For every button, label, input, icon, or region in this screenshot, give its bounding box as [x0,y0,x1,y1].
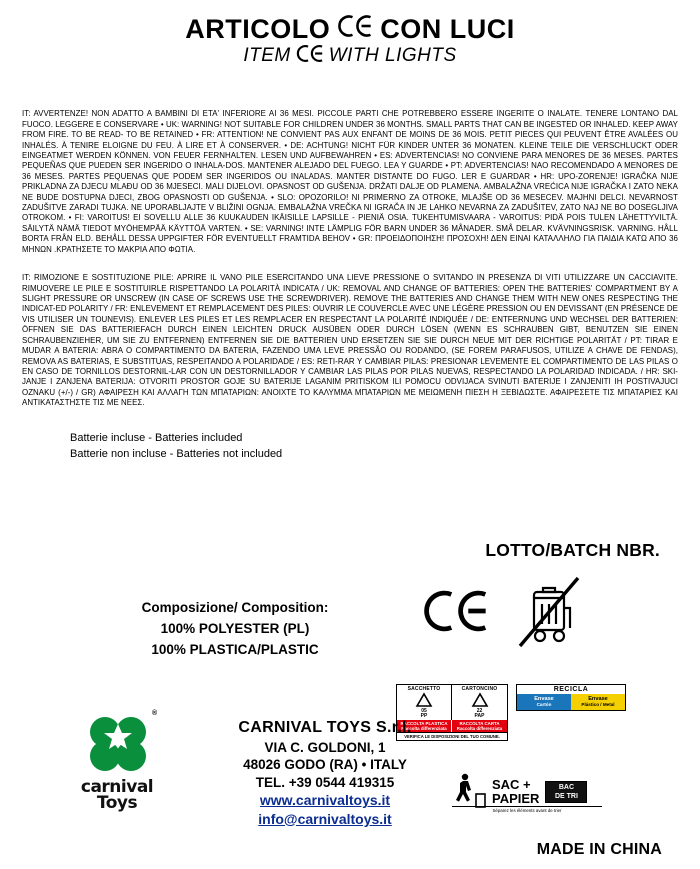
company-city: 48026 GODO (RA) • ITALY [243,757,407,773]
made-in-label: MADE IN CHINA [536,841,662,858]
recicla-plastico-line1: Envase [588,696,608,702]
packaging-abbr-right: PAP [474,713,485,719]
title-con-luci: CON LUCI [380,13,515,44]
title-articolo: ARTICOLO [185,13,331,44]
packaging-foot-right-line1: RACCOLTA CARTA [459,721,500,726]
recicla-title: RECICLA [553,686,589,693]
company-logo [66,712,168,814]
battery-instructions-paragraph: IT: RIMOZIONE E SOSTITUZIONE PILE: APRIRE IL VANO PILE ESERCITANDO UNA LIEVE PRESSIONE O SVITANDO IN PRESENZA DI VITI UTILIZZARE UN CACCIAVITE. RIMUOVERE LE PILE E SOSTITUIRLE RISPETTANDO LA POLARITÀ INDICATA / UK: REMOVAL AND CHANGE OF BATTERIES: OPEN THE BATTERIES' COMPARTMENT BY A SLIGHT PRESSURE OR UNSCREW (IN CASE OF SCREWS USE THE SCREWDRIVER). REMOVE THE BATTERIES AND CHANGE THEM WITH NEW ONES RESPECTING THE INDICAT-ED POLARITY / FR: ENLEVEMENT ET REMPLACEMENT DES PILES: OUVRIR LE COUVERCLE AVEC UNE LÉGÈRE PRESSION OU EN DEVISSANT (EN PRÉSENCE DE VIS UTILISER UN TOUNEVIS). ENLEVER LES PILES ET LES REMPLACER EN RESPECTANT LA POLARITÉ INDIQUÉE / DE: ENTFERNUNG UND WECHSEL DER BATTERIEN: ÖFFNEN SIE DAS BATTERIEFACH DURCH EINEN LEICHTEN DRUCK AUSÜBEN ODER DURCH LÖSEN (WENN ES SCHRAUBEN GIBT, BENUTZEN SIE EINEN SCHRAUBENZIEHER, UM SIE ZU ENTFERNEN) ENTFERNEN SIE DIE BATTERIEN UND ERSETZEN SIE SIE DURCH NEUE MIT DER RICHTIGE POLARITÄT / PT: TIRAR E MUDAR A BATERIA: ABRA O COMPARTIMENTO DA BATERIA, FAZENDO UMA LEVE PRESSÃO OU RODANDO, (SE FOREM PARAFUSOS, UTILIZE A CHAVE DE FENDAS), REMOVA AS BATERIAS, E SUBSTITUAS, RESPEITANDO A POLARIDADE / ES: RETI-RAR Y CAMBIAR PILAS: PRESIONAR LEVEMENTE EL COMPARTIMENTO DE LAS PILAS O EN CASO DE TORNILLOS DESTORNIL-LAR CON UN DESTORNILLADOR Y CAMBIAR LAS PILAS POR PILAS NUEVAS, RESPECTANDO LA POLARIDAD INDICADA. / HR: SKI-JANJE I ZANJENA BATERIJA: OTVORITI PROSTOR GOJE SU BATERIJE LAGANIM PRITISKOM ILI POMOCU ODVIJACA SVINUTI BATERIJE I ZANJENITI IH POSTIVAJUCI OZNAKU (+/-) / GR) ΑΦΑΙΡΕΣΗ ΚΑΙ ΑΛΛΑΓΗ ΤΩΝ ΜΠΑΤΑΡΙΩΝ: ΑΝΟΙΧΤΕ ΤΟ ΚΑΛΥΜΜΑ ΜΠΑΤΑΡΙΩΝ ΜΕ ΜΕΙΩΜΕΝΗ ΠΙΕΣΗ Η ΞΕΒΙΔΩΣΤΕ. ΑΦΑΙΡΕΣΕΤΕ ΤΙΣ ΜΠΑΤΑΡΙΕΣ ΚΑΙ ΑΝΤΙΚΑΤΑΣΤΗΣΤΕ ΤΙΣ ΜΕ ΝΕΕΣ. [22,273,678,408]
composition-title: Composizione/ Composition: [141,600,329,615]
packaging-foot-left-line1: RACCOLTA PLASTICA [400,721,448,726]
batch-number-label: LOTTO/BATCH NBR. [485,540,660,560]
warnings-paragraph: IT: AVVERTENZE! NON ADATTO A BAMBINI DI ETA' INFERIORE AI 36 MESI. PICCOLE PARTI CHE POTREBBERO ESSERE INGERITE O INALATE. TENERE LONTANO DAL FUOCO. LEGGERE E CONSERVARE • UK: WARNING! NOT SUITABLE FOR CHILDREN UNDER 36 MONTHS. SMALL PARTS THAT CAN BE INGESTED OR INHALED. KEEP AWAY FROM FIRE. TO BE READ- TO BE RETAINED • FR: ATTENTION! NE CONVIENT PAS AUX ENFANT DE MOINS DE 36 MOIS. PETIT PIECES QUI PEUVENT ÊTRE AVALÉES OU INHALÉS. À TENIRE ELOIGNE DU FEU. À LIRE ET À CONSERVER. • DE: ACHTUNG! NICHT FÜR KINDER UNTER 36 MONATEN. KLEINE TEILE DIE VERSCHLUCKT ODER EINGEATMET WERDEN KÖNNEN. VON FEUER FERNHALTEN. LESEN UND AUFBEWAHREN • ES: ADVERTENCIAS! NO CONVIENE PARA MENORES DE 36 MESES. PARTES PEQUEÑAS QUE PUEDEN SER INGERIDO O INHALA-DOS. MANTENER ALEJADO DEL FUEGO. LEA Y GUARDE • PT: ADVERTENCIAS! NAO RECOMENDADO A MENORES DE 36 MESES. PARTES PEQUENAS QUE PODEM SER INGERIDOS OU INALADAS. MANTER DISTANTE DO FUGO. LER E GUARDAR • HR: UPO-ZORENJE! IGRAČKA NIJE PRIKLADNA ZA DJECU MLAĐU OD 36 MJESECI. MALI DIJELOVI. OPASNOST OD GUŠENJA. DRŽATI DALJE OD PLAMENA. AMBALAŽNA VREĆICA NIJE IGRAČKA I ZATO NEKA NE BUDE DOSTUPNA DJECI, ZBOG OPASNOSTI OD GUŠENJA. • SLO: OPOZORILO! NI PRIMERNO ZA OTROKE, MLAJŠE OD 36 MESECEV. MAJHNI DELCI. NEVARNOST ZADUŠITVE ZARADI TUJKA. NE UPORABLJAJTE V BLIŽINI OGNJA. EMBALAŽNA VREČKA NI IGRAČA IN JE LAHKO NEVARNA ZA ZADUŠITEV, ZATO NAJ NE BO DOSEGLJIVA OTROKOM. • FI: VAROITUS! EI SOVELLU ALLE 36 KUUKAUDEN IKÄISILLE LAPSILLE - PIENIÄ OSIA. TUKEHTUMISVAARA - VAROITUS: PIDÄ POIS TULEN LÄHETTYVILTÄ. SÄILYTÄ NÄMÄ TIEDOT MYÖHEMPÄÄ KÄYTTÖÄ VARTEN. • SE: VARNING! INTE LÄMPLIG FÖR BARN UNDER 36 MÅNADER. SMÅ DELAR. KVÄVNINGSRISK. VARNING. HÅLL BORTA FRÅN ELD. BEHÅLL DESSA UPPGIFTER FÖR EVENTUELLT FRAMTIDA BEHOV • GR: ΠΡΟΕΙΔΟΠΟΙΗΣΗ! ΠΡΟΣΟΧΗ! ΔΕΝ ΕΙΝΑΙ ΚΑΤΑΛΛΗΛΟ ΓΙΑ ΠΑΙΔΙΑ ΚΑΤΩ ΑΠΟ 36 ΜΗΝΩΝ .ΚΡΑΤΗΣΕΤΕ ΤΟ ΜΑΚΡΙΑ ΑΠΟ ΦΩΤΙΑ. [22,109,678,254]
crossed-out-wheelie-bin-icon [512,572,586,655]
packaging-number-right: 22 [476,708,483,714]
mobius-loop-icon [469,692,491,709]
packaging-head-left: SACCHETTO [397,685,452,692]
mobius-loop-icon [413,692,435,709]
ce-mark-icon [296,44,324,69]
composition-block [90,598,380,661]
batteries-included-line: Batterie incluse - Batteries included [70,431,243,444]
company-telephone: TEL. +39 0544 419315 [255,774,395,790]
title-line-english [18,44,682,69]
company-email-link[interactable]: info@carnivaltoys.it [258,810,392,827]
recicla-box [516,684,626,711]
packaging-foot-right-line2: Raccolta differenziata [456,726,503,732]
sac-line1: SAC + [492,777,531,793]
batteries-not-included-line: Batterie non incluse - Batteries not included [70,447,283,460]
recicla-carton-line1: Envase [534,696,554,702]
ce-mark-icon [337,14,373,43]
bac-de-tri-box [545,781,587,802]
recicla-plastico-cell [571,694,625,710]
registered-trademark-icon: ® [152,710,158,717]
packaging-disposal-note: VERIFICA LE DISPOSIZIONI DEL TUO COMUNE. [397,732,507,740]
battery-inclusion-note [70,431,682,463]
title-line-italian [18,14,682,43]
company-address: VIA C. GOLDONI, 1 [264,739,386,755]
company-website-link[interactable]: www.carnivaltoys.it [259,792,391,809]
packaging-abbr-left: PP [420,713,428,719]
company-info-block [170,718,480,828]
page-title [18,0,682,69]
composition-plastic: 100% PLASTICA/PLASTIC [151,641,319,657]
packaging-code-right [452,692,507,720]
bac-line1: BAC [558,784,575,792]
title-with-lights: WITH LIGHTS [328,45,457,67]
recicla-carton-line2: Cartón [536,702,552,708]
recicla-carton-cell [517,694,571,710]
four-leaf-clover-icon [74,712,160,774]
title-item: ITEM [243,45,291,67]
composition-polyester: 100% POLYESTER (PL) [160,620,310,636]
sac-papier-caption: Séparez les éléments avant de trier [452,806,602,813]
packaging-number-left: 05 [421,708,427,714]
logo-word-toys: Toys [96,793,138,814]
ce-mark-icon [422,588,490,639]
recicla-plastico-line2: Plástico / Metal [581,702,615,708]
packaging-code-left [397,692,452,720]
packaging-head-right: CARTONCINO [461,686,498,692]
packaging-foot-left-line2: Raccolta differenziata [401,726,447,732]
company-name: CARNIVAL TOYS S.r.l. [238,719,412,736]
sac-line2: PAPIER [492,791,540,806]
sac-papier-text [492,778,539,805]
bac-line2: DE TRI [554,792,578,800]
logo-word-carnival: carnival [80,777,154,797]
